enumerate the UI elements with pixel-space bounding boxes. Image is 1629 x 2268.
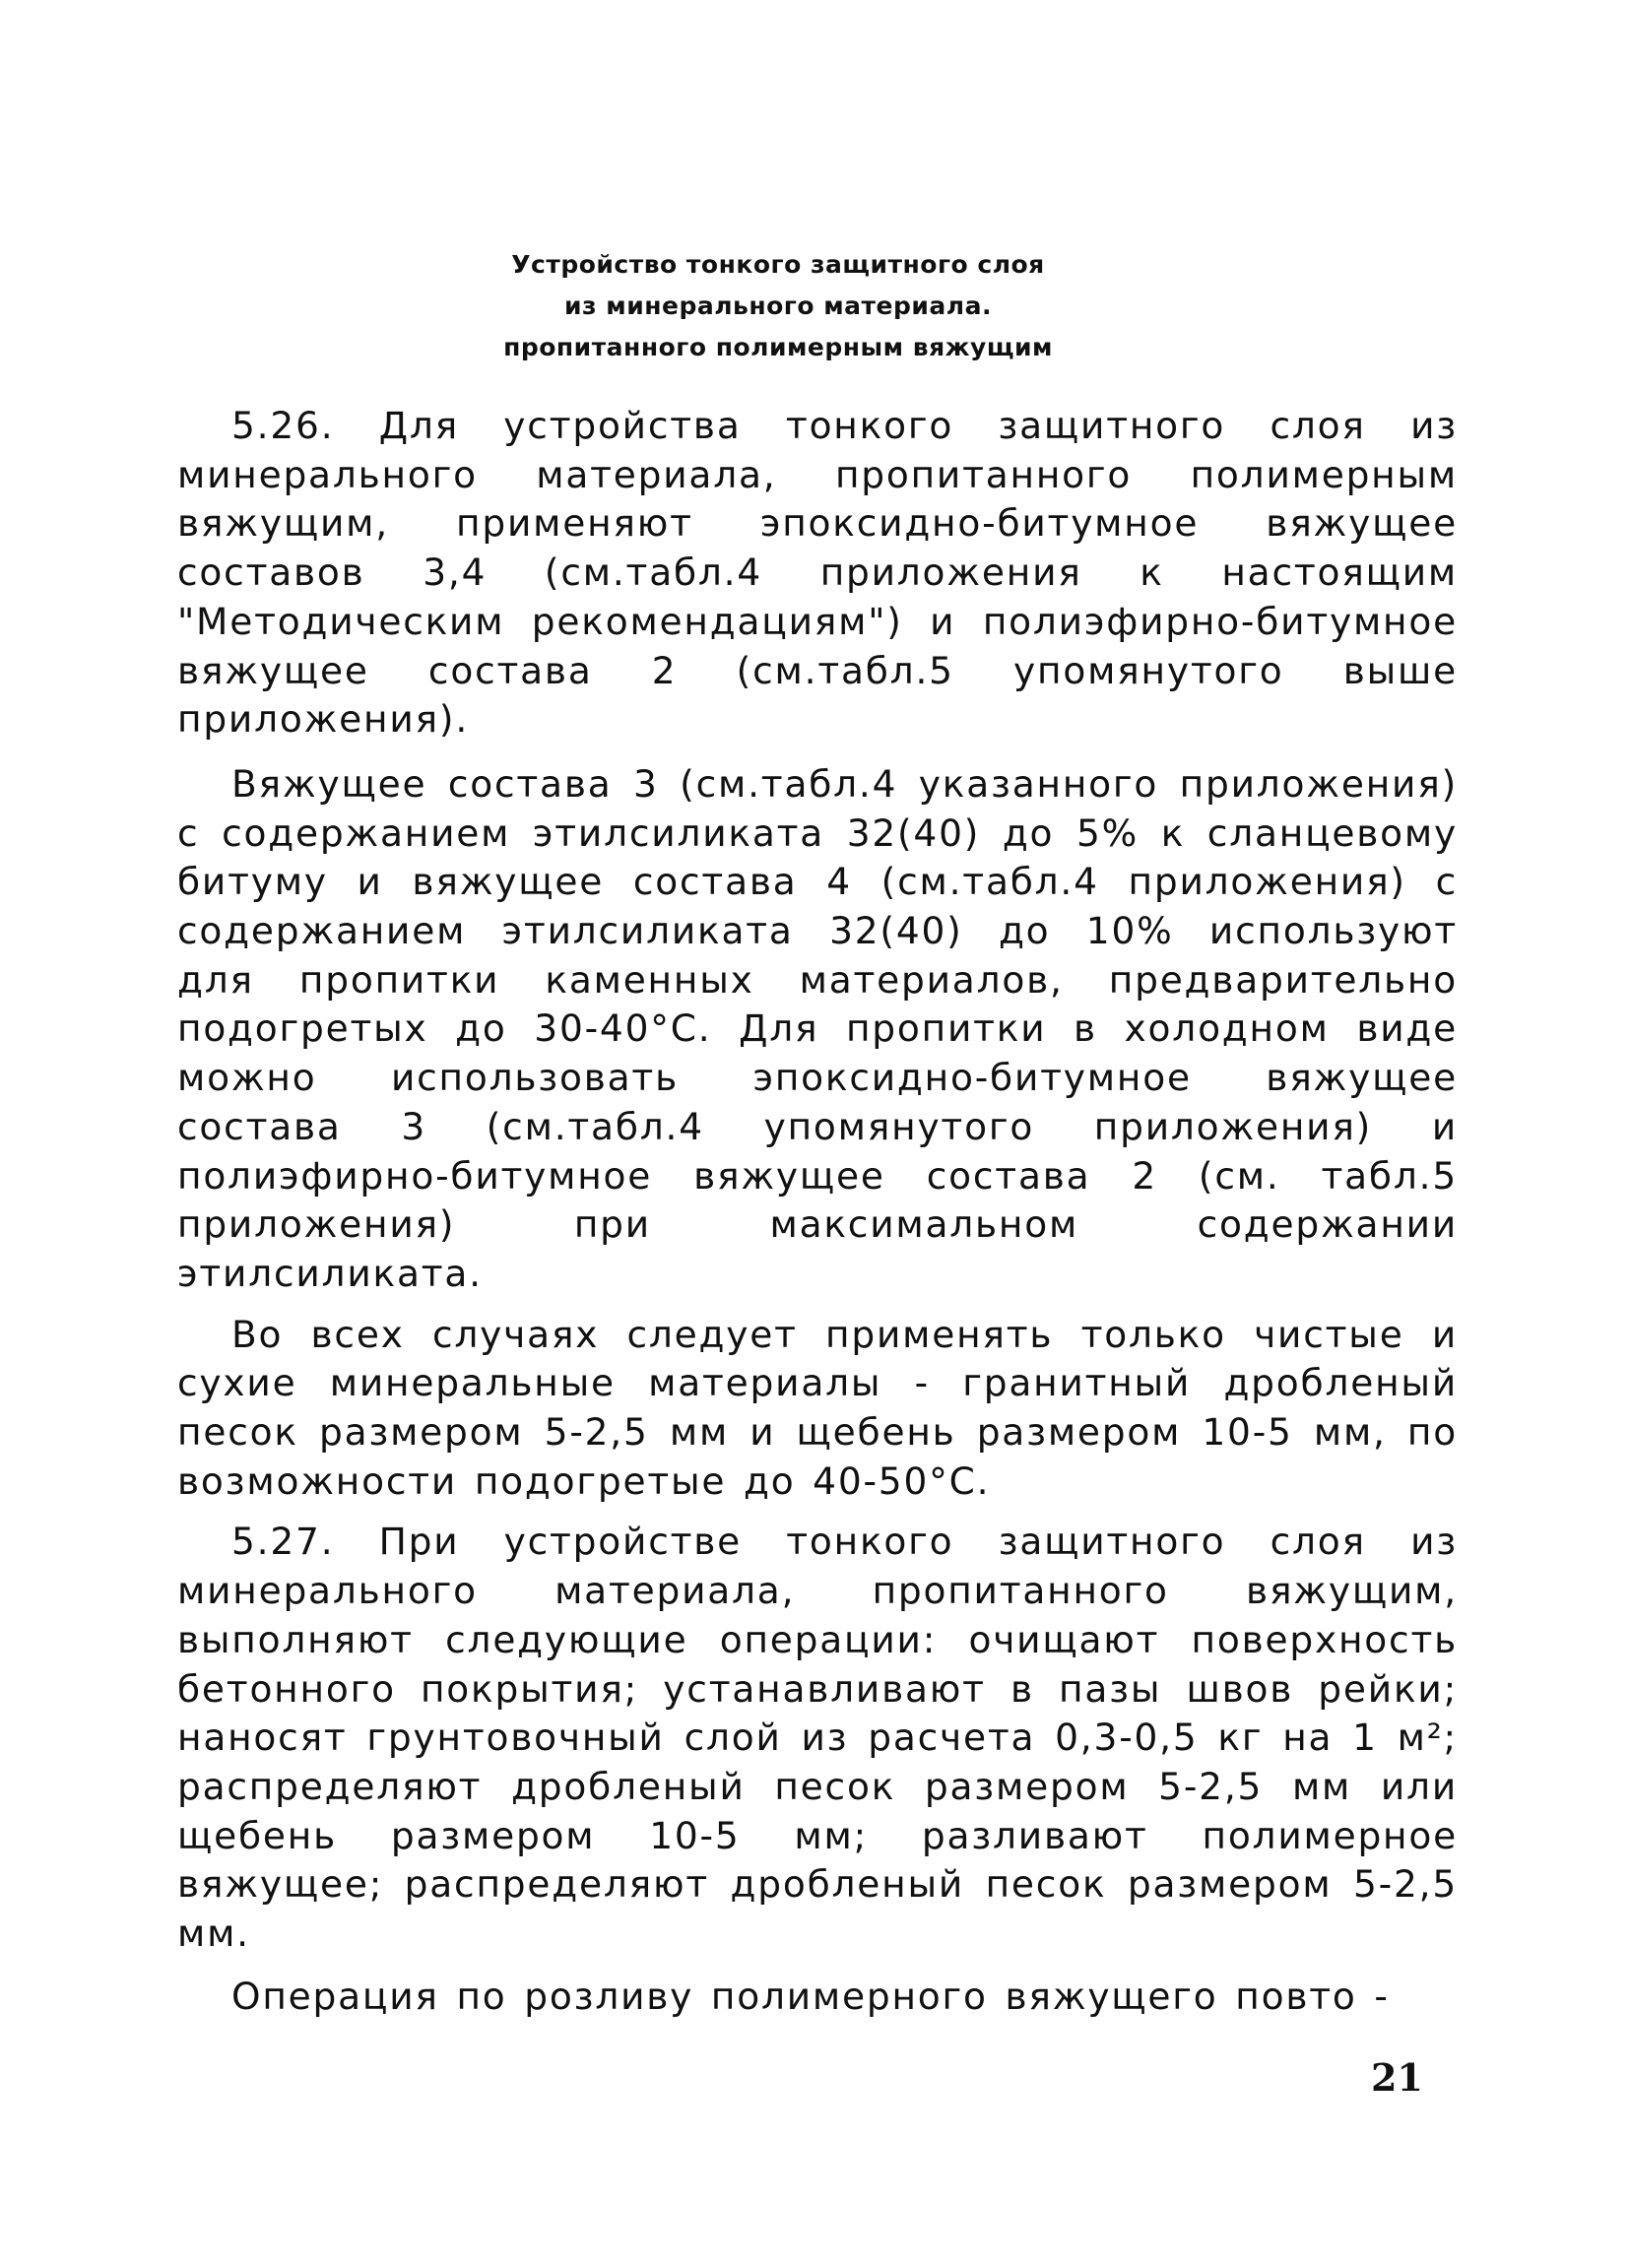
heading-line-3: пропитанного полимерным вяжущим [503, 333, 1053, 361]
paragraph-pouring-operation: Операция по розливу полимерного вяжущего повто - [231, 1974, 1390, 2018]
paragraph-binder-composition: Вяжущее состава 3 (см.табл.4 указанного приложения) с содержанием этилсиликата 32(40) до 5% к сланцевому битуму и вяжущее состава 4 (см.табл.4 приложения) с содержанием этилсиликата 32(40) до 10% используют для пропитки каменных материалов, предварительно подогретых до 30-40°С. Для пропитки в холодном виде можно использовать эпоксидно-битумное вяжущее состава 3 (см.табл.4 упомянутого приложения) и полиэфирно-битумное вяжущее состава 2 (см. табл.5 приложения) при максимальном содержании этилсиликата. [177, 761, 1458, 1295]
paragraph-5-27: 5.27. При устройстве тонкого защитного слоя из минерального материала, пропитанного вяжущим, выполняют следующие операции: очищают поверхность бетонного покрытия; устанавливают в пазы швов рейки; наносят грунтовочный слой из расчета 0,3-0,5 кг на 1 м²; распределяют дробленый песок размером 5-2,5 мм или щебень размером 10-5 мм; разливают полимерное вяжущее; распределяют дробленый песок размером 5-2,5 мм. [177, 1520, 1458, 1956]
heading-line-1: Устройство тонкого защитного слоя [511, 250, 1045, 279]
paragraph-mineral-materials: Во всех случаях следует применять только чистые и сухие минеральные материалы - гранитный дробленый песок размером 5-2,5 мм и щебень размером 10-5 мм, по возможности подогретые до 40-50°С. [177, 1312, 1458, 1503]
paragraph-5-26: 5.26. Для устройства тонкого защитного слоя из минерального материала, пропитанного полимерным вяжущим, применяют эпоксидно-битумное вяжущее составов 3,4 (см.табл.4 приложения к настоящим "Методическим рекомендациям") и полиэфирно-битумное вяжущее состава 2 (см.табл.5 упомянутого выше приложения). [177, 404, 1458, 742]
heading-line-2: из минерального материала. [564, 292, 992, 320]
section-heading [335, 244, 1221, 368]
page-number: 21 [1371, 2055, 1423, 2100]
body-text [177, 402, 1458, 2022]
